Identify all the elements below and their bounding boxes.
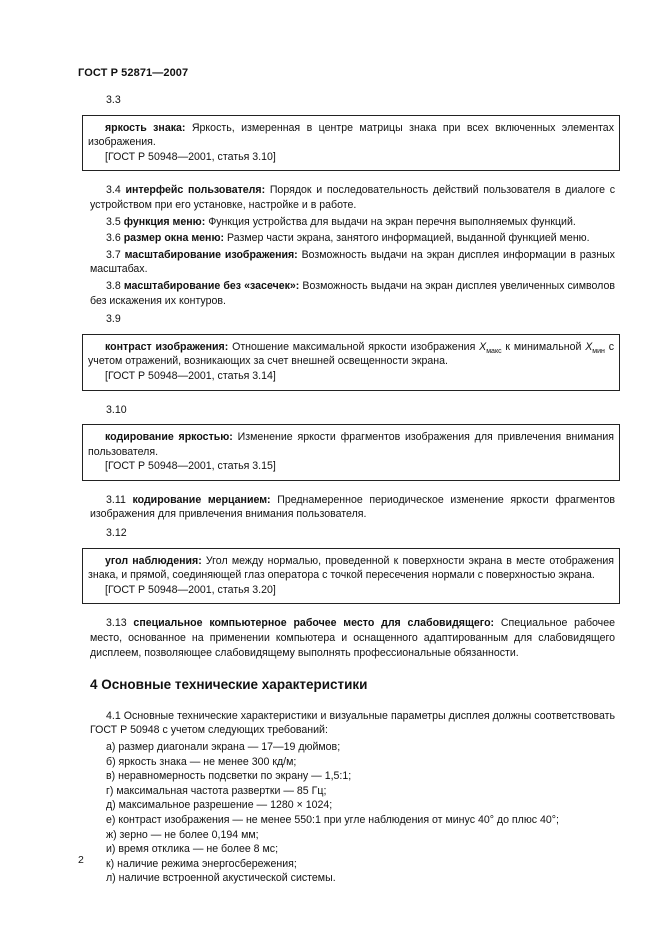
list-item: а) размер диагонали экрана — 17—19 дюймов; [106,741,341,753]
clause: 3.8 масштабирование без «засечек»: Возможность выдачи на экран дисплея увеличенных символов без искажения их контуров. [90,279,615,307]
list-item: к) наличие режима энергосбережения; [106,857,297,870]
clause: 3.13 специальное компьютерное рабочее место для слабовидящего: Специальное рабочее место, основанное на применении компьютера и оснащенного адаптированным для слабовидящего дисплеем, позволяющее слабовидящему выполнять профессиональные обязанности. [90,617,615,659]
definition-box [82,115,620,172]
list-item: е) контраст изображения — не менее 550:1 при угле наблюдения от минус 40° до плюс 40°; [106,813,559,826]
definition-box [82,424,620,481]
definition-text: угол наблюдения: Угол между нормалью, проведенной к поверхности экрана в месте отображения знака, и прямой, соединяющей глаз оператора с точкой пересечения нормали с поверхностью экрана. [88,554,614,582]
page-number: 2 [78,854,84,866]
clause-intro: 4.1 Основные технические характеристики и визуальные параметры дисплея должны соответствовать ГОСТ Р 50948 с учетом следующих требований: [90,709,615,737]
requirements-list [90,740,615,886]
definition-box [82,334,620,391]
list-item: и) время отклика — не более 8 мс; [106,843,279,856]
clause-number: 3.10 [106,403,127,416]
page-content [90,93,615,886]
clause: 3.11 кодирование мерцанием: Преднамеренное периодическое изменение яркости фрагментов изображения для привлечения внимания пользователя. [90,493,615,521]
section-heading: 4 Основные технические характеристики [90,677,368,693]
definition-box [82,548,620,605]
reference: [ГОСТ Р 50948—2001, статья 3.15] [105,460,276,473]
list-item: д) максимальное разрешение — 1280 × 1024; [106,799,333,812]
clause: 3.6 размер окна меню: Размер части экрана, занятого информацией, выданной функцией меню. [106,232,590,245]
definition-text: контраст изображения: Отношение максимальной яркости изображения $X_{макс}$ к минимальной $X_{мин}$ с учетом отражений, возникающих за счет внешней освещенности экрана. [88,340,614,368]
list-item: б) яркость знака — не менее 300 кд/м; [106,755,297,768]
clause-number: 3.3 [106,94,121,106]
term: яркость знака: [105,121,186,134]
definition-text: кодирование яркостью: Изменение яркости фрагментов изображения для привлечения внимания пользователя. [88,431,614,458]
definition-text: яркость знака: Яркость, измеренная в центре матрицы знака при всех включенных элементах изображения. [88,121,614,149]
clause-number: 3.12 [106,527,127,540]
list-item: в) неравномерность подсветки по экрану — 1,5:1; [106,770,352,783]
list-item: ж) зерно — не более 0,194 мм; [106,828,259,841]
clause-number: 3.9 [106,313,121,326]
reference: [ГОСТ Р 50948—2001, статья 3.20] [105,583,276,596]
clause: 3.7 масштабирование изображения: Возможность выдачи на экран дисплея информации в разных масштабах. [90,248,615,276]
list-item: г) максимальная частота развертки — 85 Гц; [106,784,327,797]
document-header: ГОСТ Р 52871—2007 [78,67,189,79]
list-item: л) наличие встроенной акустической системы. [106,872,336,885]
reference: [ГОСТ Р 50948—2001, статья 3.10] [105,150,276,163]
clause: 3.5 функция меню: Функция устройства для выдачи на экран перечня выполняемых функций. [106,215,576,228]
clause: 3.4 интерфейс пользователя: Порядок и последовательность действий пользователя в диалоге с устройством при его установке, настройке и в работе. [90,184,615,211]
reference: [ГОСТ Р 50948—2001, статья 3.14] [105,369,276,382]
